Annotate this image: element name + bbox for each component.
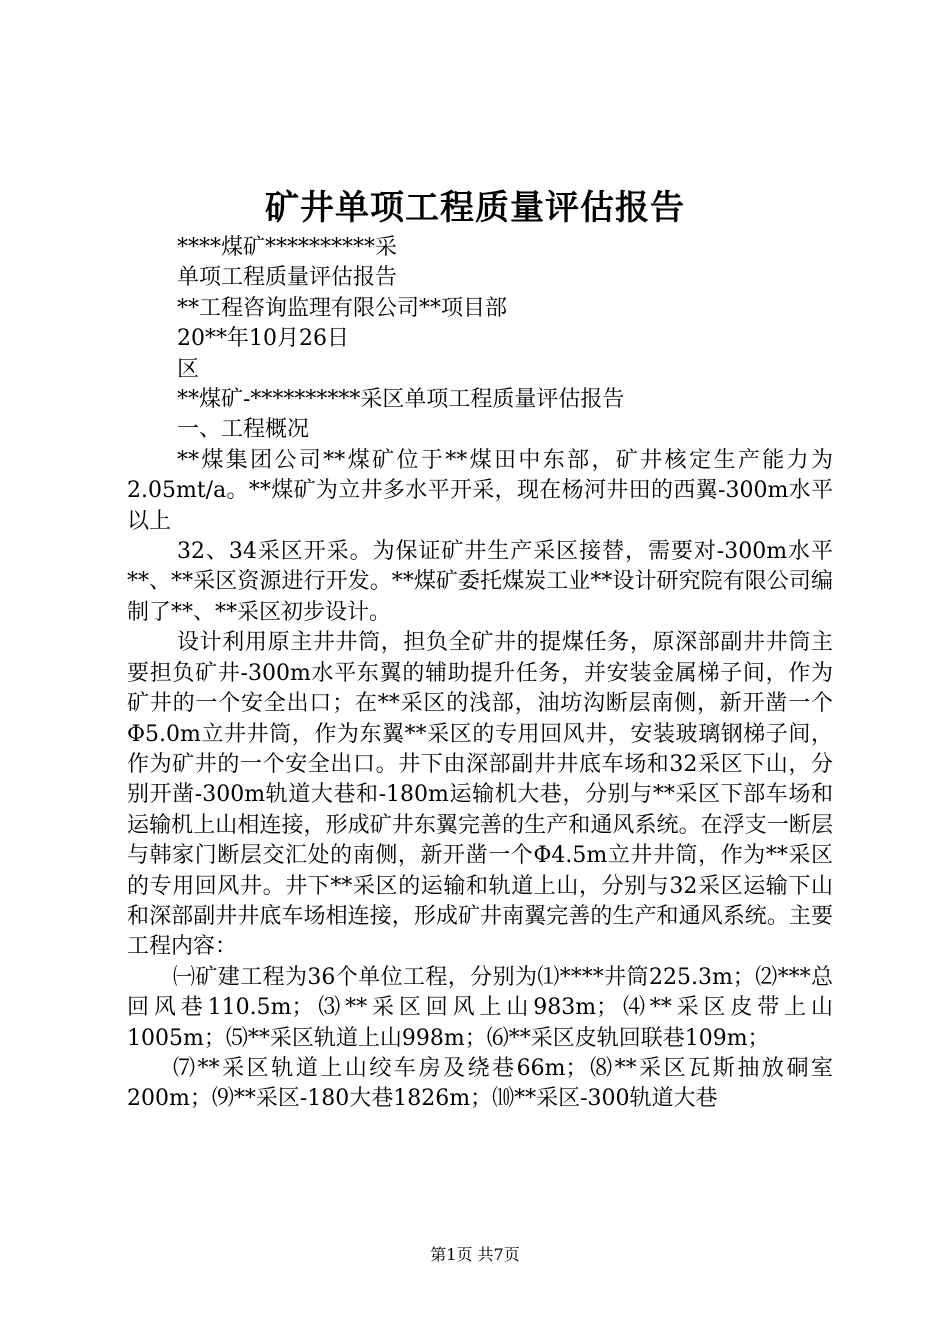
section-heading: 一、工程概况 [177, 417, 310, 443]
page-footer: 第1页 共7页 [430, 1245, 520, 1264]
report-subtitle: **煤矿-**********采区单项工程质量评估报告 [177, 387, 625, 413]
paragraph-design: 设计利用原主井井筒，担负全矿井的提煤任务，原深部副井井筒主要担负矿井-300m水平东翼的辅助提升任务，并安装金属梯子间，作为矿井的一个安全出口；在**采区的浅部，油坊沟断层南侧，新开凿一个Φ5.0m立井井筒，作为东翼**采区的专用回风井，安装玻璃钢梯子间，作为矿井的一个安全出口。井下由深部副井井底车场和32采区下山，分别开凿-300m轨道大巷和-180m运输机大巷，分别与**采区下部车场和运输机上山相连接，形成矿井东翼完善的生产和通风系统。在浮支一断层与韩家门断层交汇处的南侧，新开凿一个Φ4.5m立井井筒，作为**采区的专用回风井。井下**采区的运输和轨道上山，分别与32采区运输下山和深部副井井底车场相连接，形成矿井南翼完善的生产和通风系统。主要工程内容： [127, 630, 833, 960]
paragraph-works-list-continued: ⑺**采区轨道上山绞车房及绕巷66m；⑻**采区瓦斯抽放硐室200m；⑼**采区-180大巷1826m；⑽**采区-300轨道大巷 [127, 1055, 833, 1112]
paragraph-mining-areas: 32、34采区开采。为保证矿井生产采区接替，需要对-300m水平**、**采区资源进行开发。**煤矿委托煤炭工业**设计研究院有限公司编制了**、**采区初步设计。 [127, 539, 833, 625]
header-line-company: **工程咨询监理有限公司**项目部 [177, 295, 508, 321]
document-body [127, 233, 833, 1115]
paragraph-works-list: ㈠矿建工程为36个单位工程，分别为⑴****井筒225.3m；⑵***总回风巷110.5m；⑶**采区回风上山983m；⑷**采区皮带上山1005m；⑸**采区轨道上山998m；⑹**采区皮轨回联巷109m； [127, 964, 833, 1051]
document-title: 矿井单项工程质量评估报告 [265, 188, 685, 228]
header-line-report-name: 单项工程质量评估报告 [177, 265, 398, 291]
paragraph-overview: **煤集团公司**煤矿位于**煤田中东部，矿井核定生产能力为2.05mt/a。**煤矿为立井多水平开采，现在杨河井田的西翼-300m水平以上 [127, 447, 833, 534]
header-line-date: 20**年10月26日 [177, 326, 349, 352]
header-line-mine: ****煤矿**********采 [177, 235, 398, 260]
header-line-district: 区 [177, 356, 200, 382]
